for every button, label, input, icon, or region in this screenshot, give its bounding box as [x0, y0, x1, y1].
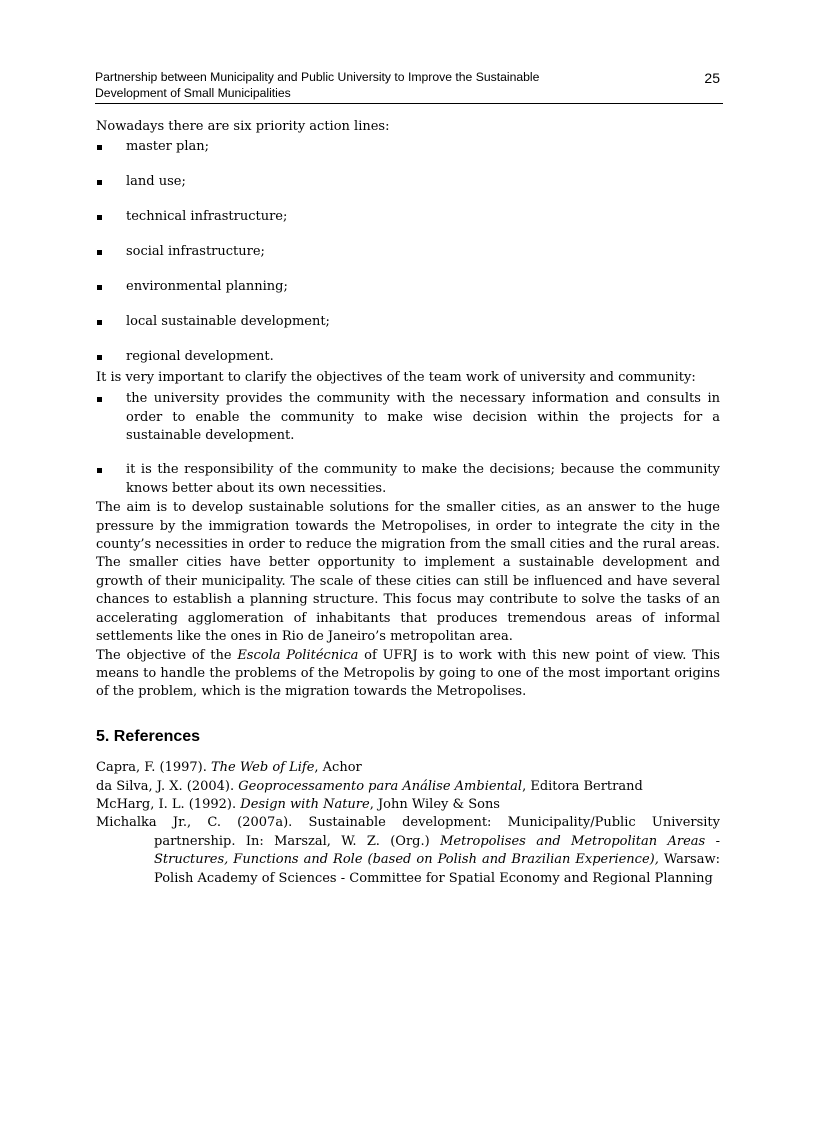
page-number: 25 [704, 70, 720, 86]
list-item: environmental planning; [96, 278, 720, 296]
reference-title: Geoprocessamento para Análise Ambiental [238, 778, 523, 794]
paragraph-aim: The aim is to develop sustainable solutions for the smaller cities, as an answer to the huge pressure by the immigration towards the Metropolises, in order to integrate the city in the county’s necessities in order to reduce the migration from the small cities and the rural areas. [96, 500, 720, 553]
running-header [95, 70, 723, 104]
list-item: master plan; [96, 138, 720, 156]
list-item: it is the responsibility of the community to make the decisions; because the community knows better about its own necessities. [96, 461, 720, 498]
paragraph-objective [96, 647, 720, 702]
priority-intro: Nowadays there are six priority action lines: [96, 119, 390, 134]
escola-politecnica-italic: Escola Politécnica [237, 647, 359, 663]
reference-authors: McHarg, I. L. (1992). [96, 796, 241, 812]
objectives-list [96, 390, 720, 498]
reference-item [96, 778, 720, 796]
reference-authors: da Silva, J. X. (2004). [96, 778, 239, 794]
reference-authors: Capra, F. (1997). [96, 760, 212, 776]
reference-publisher: , Editora Bertrand [522, 778, 643, 794]
objectives-intro: It is very important to clarify the objectives of the team work of university and community: [96, 369, 696, 385]
reference-item [96, 759, 720, 777]
list-item: regional development. [96, 348, 720, 366]
reference-title: Metropolises and Metropolitan Areas - Structures, Functions and Role (based on Polish and Brazilian Experience), [154, 833, 721, 868]
running-header-title-line1: Partnership between Municipality and Public University to Improve the Sustainable [95, 70, 540, 84]
running-header-title-line2: Development of Small Municipalities [95, 85, 291, 100]
list-item: land use; [96, 173, 720, 191]
reference-item [96, 814, 720, 888]
reference-publisher: , Achor [314, 760, 362, 776]
reference-title: Design with Nature [240, 796, 370, 812]
list-item: local sustainable development; [96, 313, 720, 331]
reference-publisher: , John Wiley & Sons [369, 796, 500, 812]
reference-title: The Web of Life [211, 760, 315, 776]
paragraph-objective-end: of UFRJ is to work with this new point of view. This means to handle the problems of the Metropolis by going to one of the most important origins of the problem, which is the migration towards the Metropolises. [96, 647, 720, 700]
reference-publisher: Warsaw: Polish Academy of Sciences - Committee for Spatial Economy and Regional Planning [154, 852, 720, 886]
list-item: social infrastructure; [96, 243, 720, 261]
references-heading: 5. References [96, 727, 201, 745]
main-text [96, 118, 720, 888]
running-header-title [95, 70, 635, 101]
list-item: technical infrastructure; [96, 208, 720, 226]
paragraph-smaller-cities: The smaller cities have better opportunity to implement a sustainable development and growth of their municipality. The scale of these cities can still be influenced and have several chances to establish a planning structure. This focus may contribute to solve the tasks of an accelerating agglomeration of inhabitants that produces tremendous areas of informal settlements like the ones in Rio de Janeiro’s metropolitan area. [96, 555, 720, 645]
priority-action-list [96, 138, 720, 366]
reference-authors: Michalka Jr., C. (2007a). Sustainable development: Municipality/Public University partnership. In: Marszal, W. Z. (Org.) [96, 815, 720, 849]
list-item: the university provides the community with the necessary information and consults in order to enable the community to make wise decision within the projects for a sustainable development. [96, 390, 720, 445]
reference-item [96, 796, 720, 814]
reference-list [96, 759, 720, 888]
paragraph-objective-start: The objective of the [96, 647, 238, 663]
